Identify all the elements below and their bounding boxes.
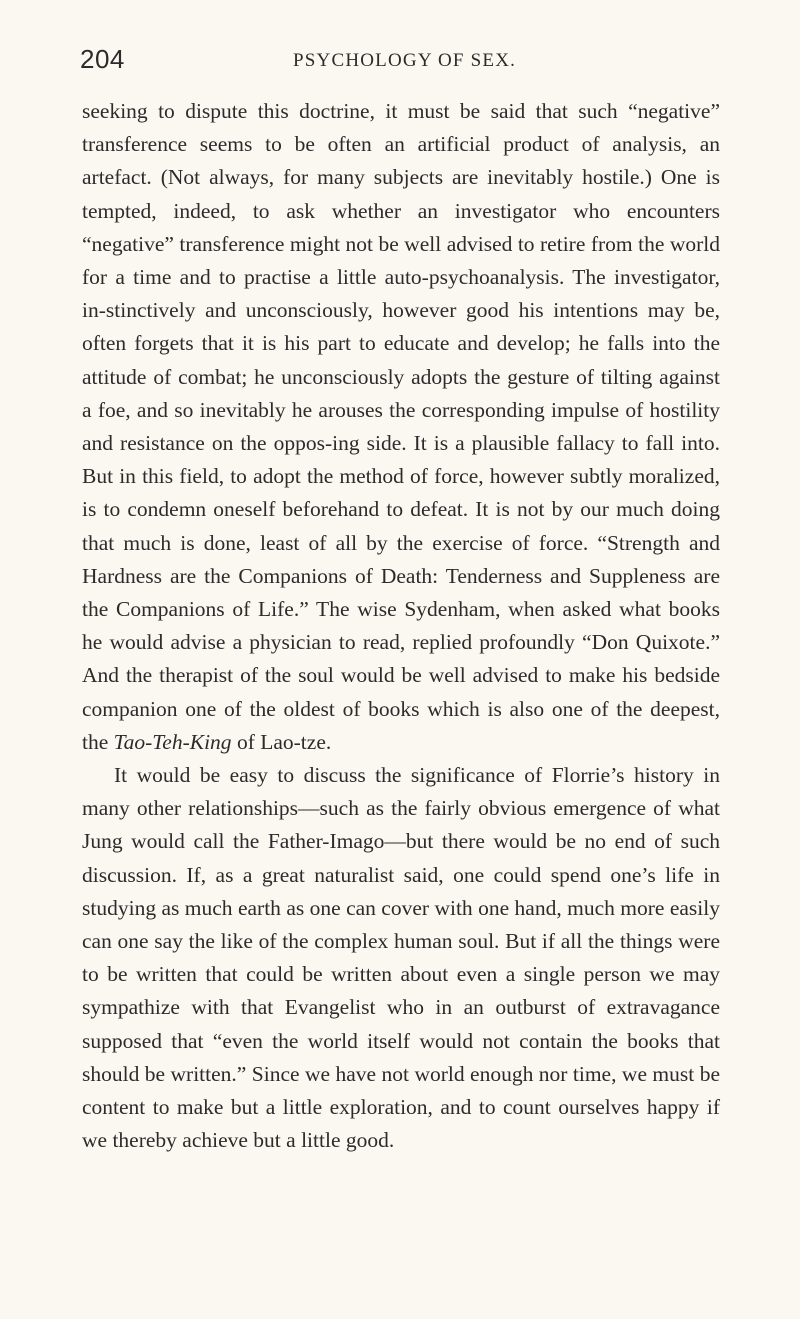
page-number: 204	[80, 44, 125, 74]
book-title: Tao-Teh-King	[113, 729, 232, 754]
running-title: PSYCHOLOGY OF SEX.	[293, 50, 517, 71]
running-head	[80, 44, 720, 80]
paragraph-1-text: seeking to dispute this doctrine, it must be said that such “negative” transference seems to be often an artificial product of analysis, an artefact. (Not always, for many subjects are inevitably hostile.) One is tempted, indeed, to ask whether an investigator who encounters “negative” transference might not be well advised to retire from the world for a time and to practise a little auto-psychoanalysis. The investigator, in-stinctively and unconsciously, however good his intentions may be, often forgets that it is his part to educate and develop; he falls into the attitude of combat; he unconsciously adopts the gesture of tilting against a foe, and so inevitably he arouses the corresponding impulse of hostility and resistance on the oppos-ing side. It is a plausible fallacy to fall into. But in this field, to adopt the method of force, however subtly moralized, is to condemn oneself beforehand to defeat. It is not by our much doing that much is done, least of all by the exercise of force. “Strength and Hardness are the Companions of Death: Tenderness and Suppleness are the Companions of Life.” The wise Sydenham, when asked what books he would advise a physician to read, replied profoundly “Don Quixote.” And the therapist of the soul would be well advised to make his bedside companion one of the oldest of books which is also one of the deepest, the	[82, 99, 720, 754]
paragraph-1	[82, 95, 720, 759]
paragraph-1-ending: of Lao-tze.	[231, 729, 332, 754]
body-text	[82, 95, 720, 1158]
paragraph-2: It would be easy to discuss the significance of Florrie’s history in many other relationships—such as the fairly obvious emergence of what Jung would call the Father-Imago—but there would be no end of such discussion. If, as a great naturalist said, one could spend one’s life in studying as much earth as one can cover with one hand, much more easily can one say the like of the complex human soul. But if all the things were to be written that could be written about even a single person we may sympathize with that Evangelist who in an outburst of extravagance supposed that “even the world itself would not contain the books that should be written.” Since we have not world enough nor time, we must be content to make but a little exploration, and to count ourselves happy if we thereby achieve but a little good.	[82, 763, 720, 1153]
